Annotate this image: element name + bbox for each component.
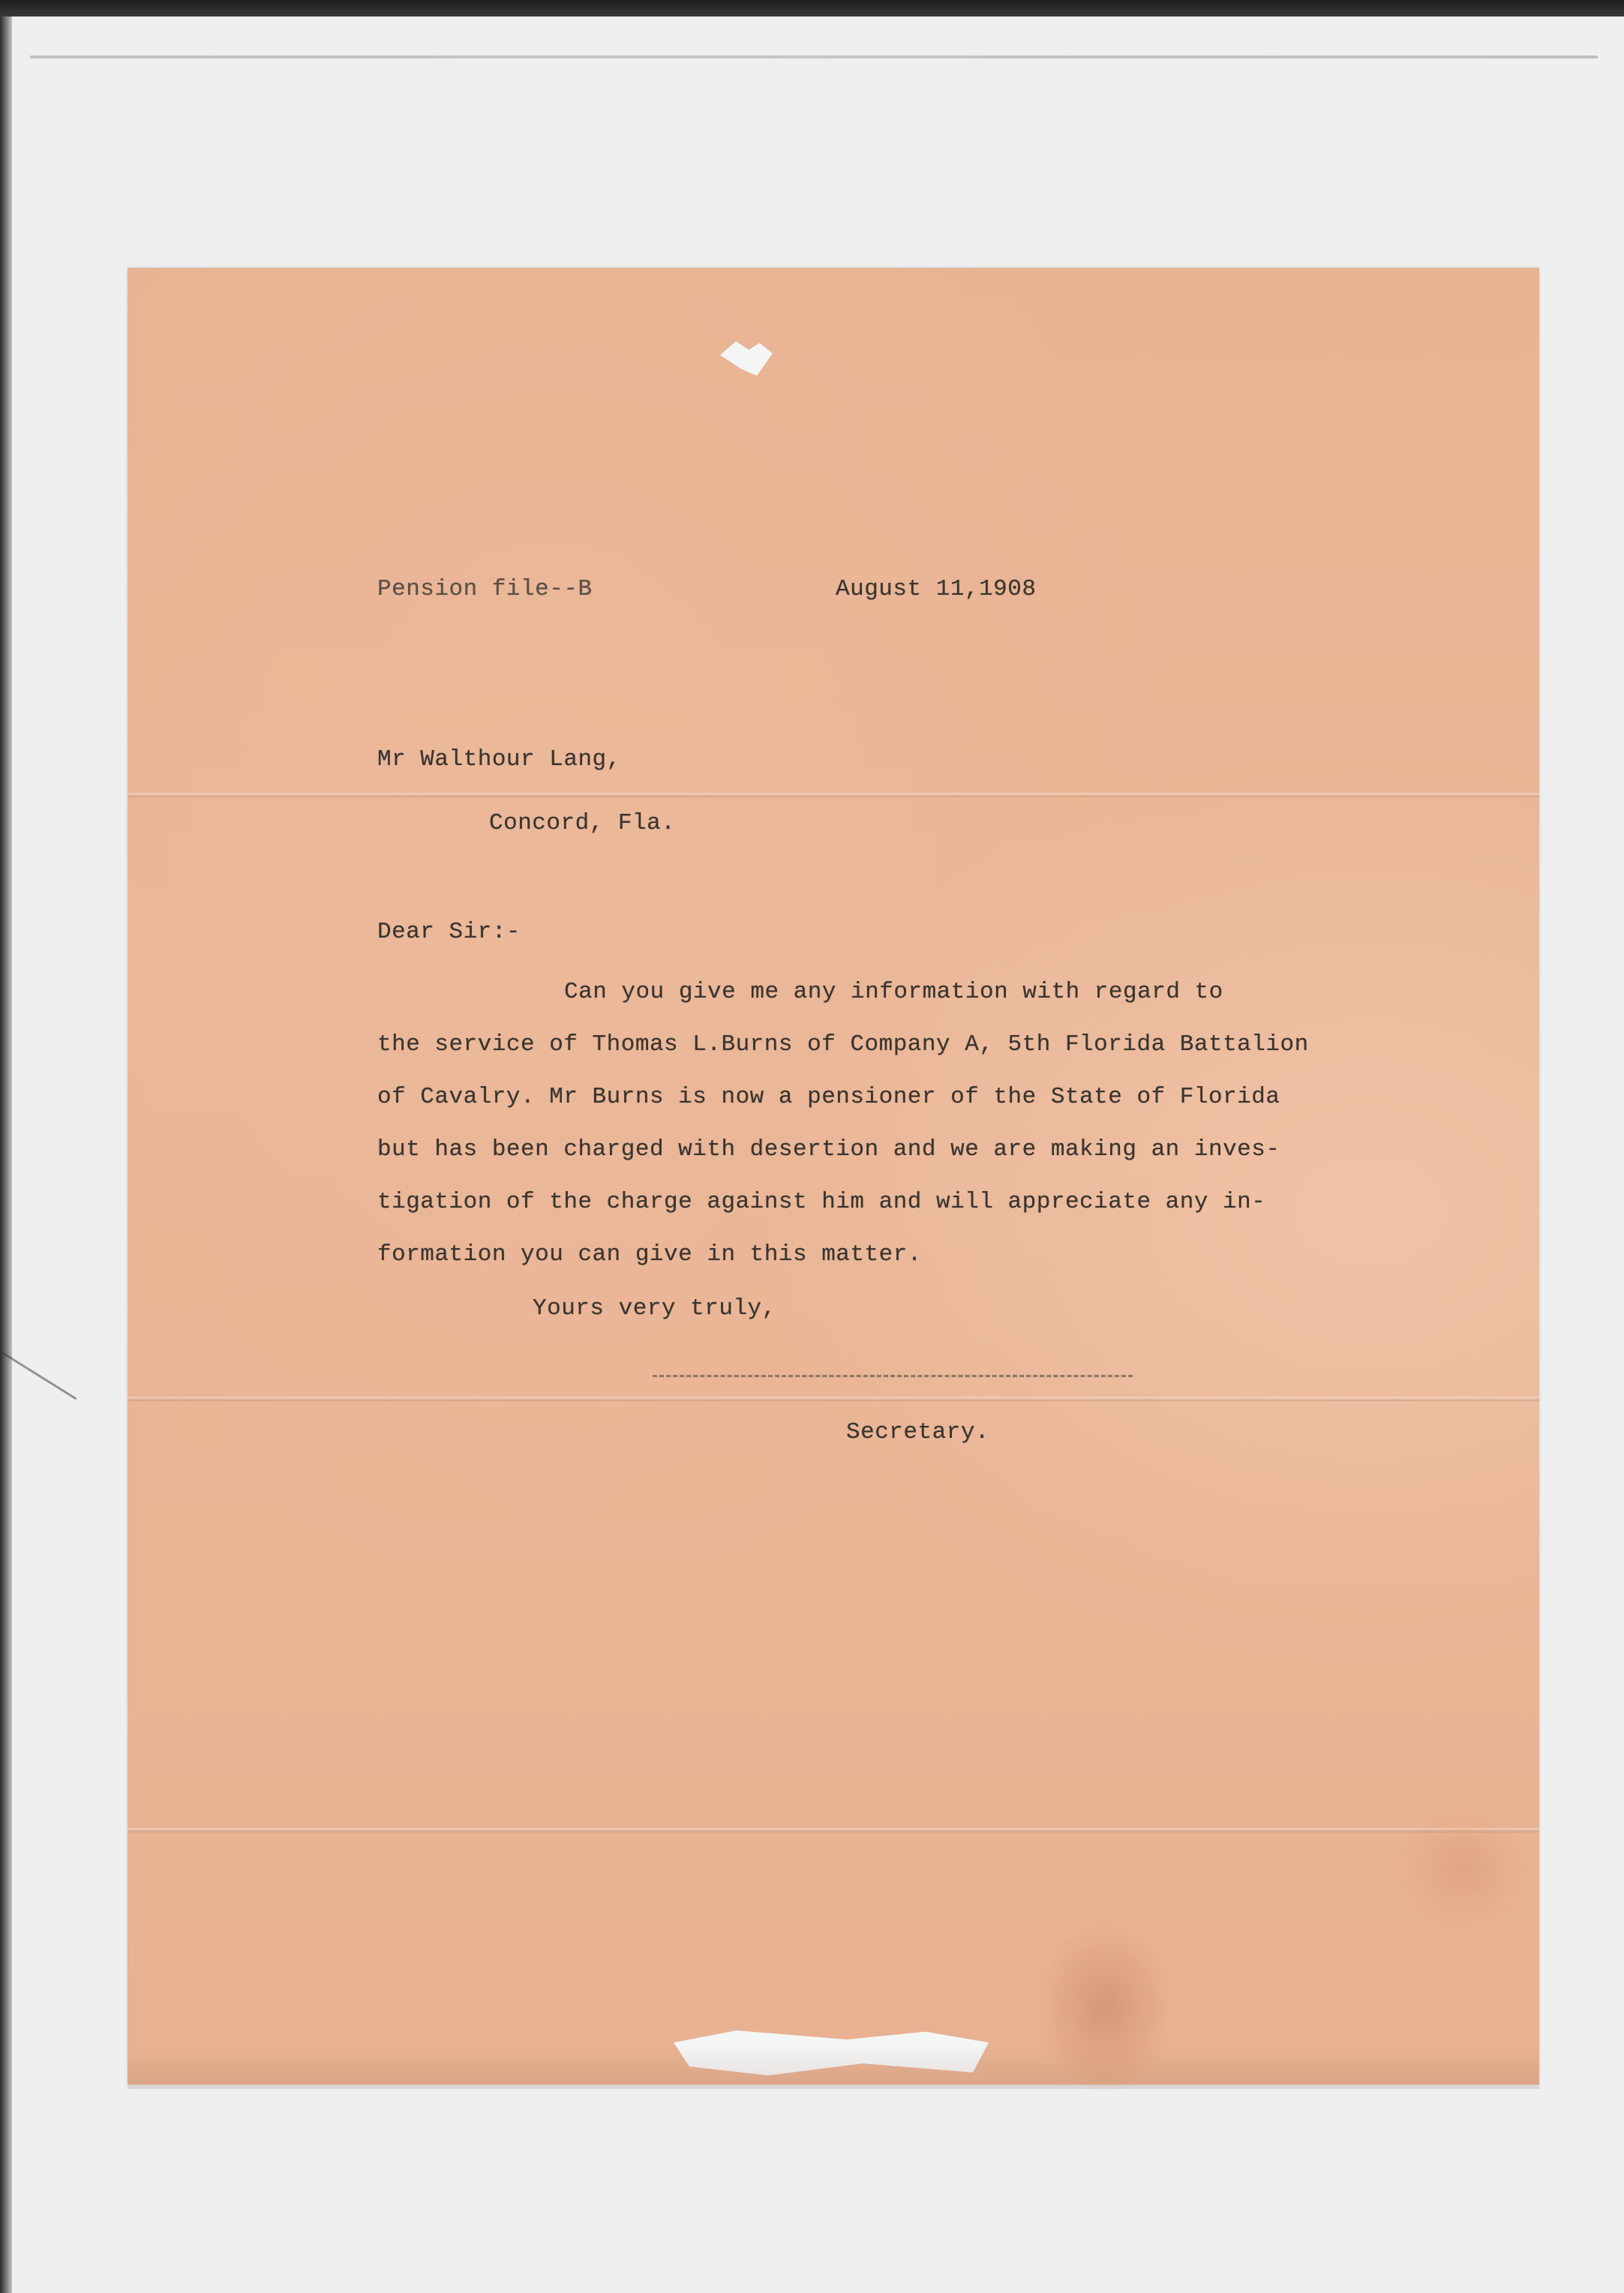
- body-line: of Cavalry. Mr Burns is now a pensioner of the State of Florida: [377, 1084, 1280, 1110]
- paper-fold: [128, 1397, 1539, 1401]
- signature-title: Secretary.: [846, 1419, 990, 1445]
- scan-top-rule: [30, 56, 1598, 59]
- file-reference: Pension file--B: [377, 576, 593, 602]
- recipient-place: Concord, Fla.: [489, 810, 676, 836]
- scan-top-edge: [0, 0, 1624, 17]
- recipient-name: Mr Walthour Lang,: [377, 746, 621, 773]
- letter-date: August 11,1908: [836, 576, 1037, 602]
- body-line: Can you give me any information with regard to: [564, 979, 1223, 1005]
- body-line: the service of Thomas L.Burns of Company A, 5th Florida Battalion: [377, 1031, 1309, 1058]
- paper-bottom-shadow: [128, 2044, 1539, 2089]
- scan-left-edge: [0, 17, 12, 2293]
- closing: Yours very truly,: [533, 1295, 776, 1322]
- body-line: formation you can give in this matter.: [377, 1241, 922, 1268]
- letter-sheet: [128, 268, 1539, 2084]
- paper-fold: [128, 793, 1539, 797]
- paper-fold: [128, 1828, 1539, 1832]
- paper-stain: [1395, 1805, 1530, 1933]
- body-line: tigation of the charge against him and will appreciate any in-: [377, 1189, 1266, 1215]
- body-line: but has been charged with desertion and we are making an inves-: [377, 1136, 1280, 1163]
- salutation: Dear Sir:-: [377, 919, 521, 945]
- punch-hole: [720, 341, 773, 376]
- signature-line: [653, 1375, 1133, 1377]
